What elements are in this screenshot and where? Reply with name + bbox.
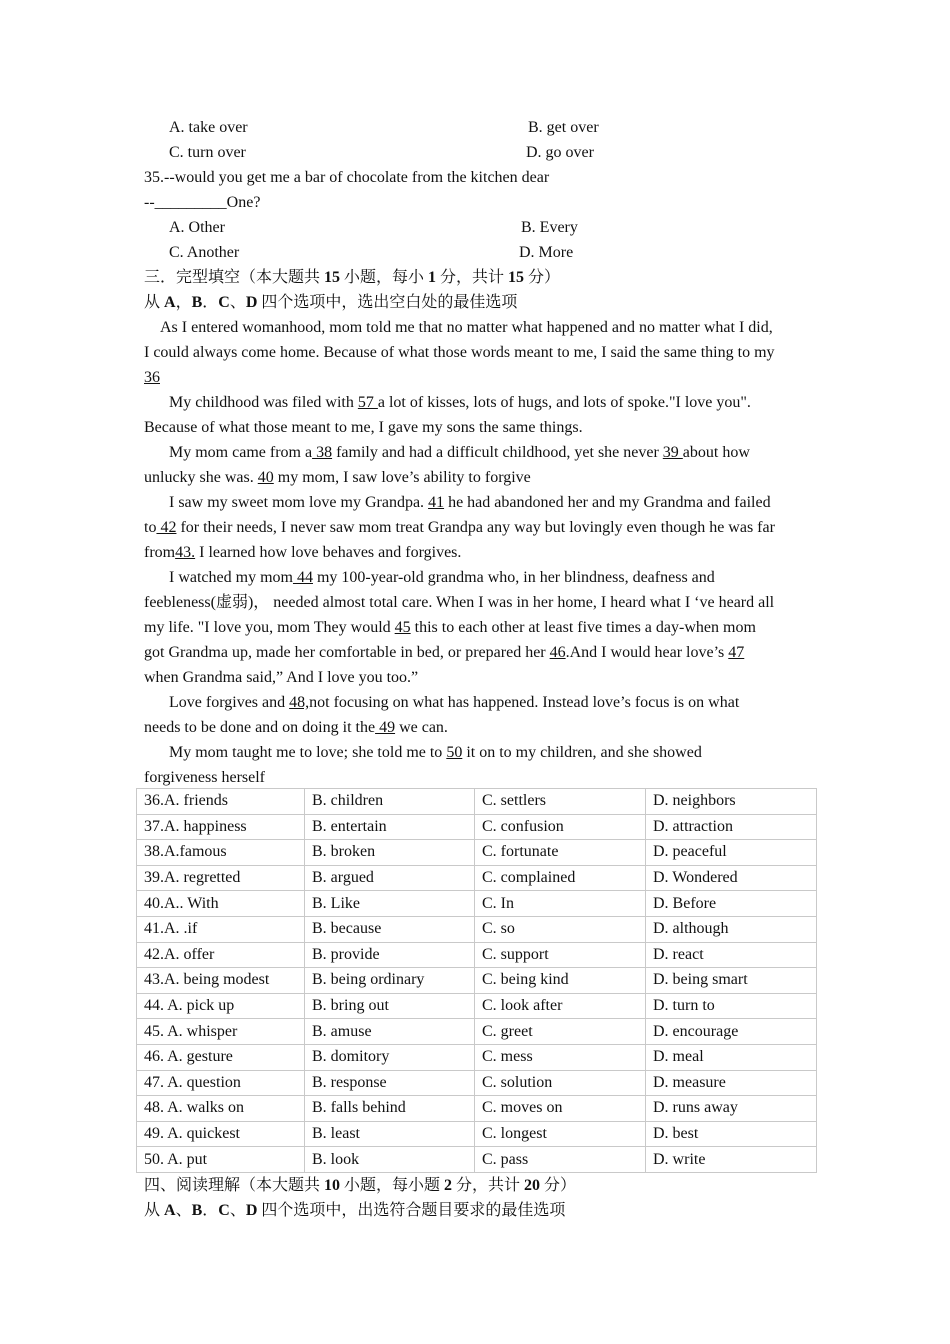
option-cell: D. although: [646, 916, 817, 942]
option-cell: C. In: [475, 891, 646, 917]
table-row: [137, 840, 817, 866]
option-cell: 42.A. offer: [137, 942, 305, 968]
text-run: a lot of kisses, lots of hugs, and lots of spoke."I love you".: [377, 394, 751, 411]
option-cell: D. Wondered: [646, 865, 817, 891]
text-run: My mom taught me to love; she told me to: [169, 744, 447, 761]
passage-p3-line1: [169, 443, 750, 463]
option-cell: D. Before: [646, 891, 817, 917]
q35-option-a: A. Other: [169, 219, 225, 236]
option-cell: B. response: [305, 1070, 475, 1096]
option-cell: B. Like: [305, 891, 475, 917]
option-cell: D. being smart: [646, 968, 817, 994]
text-run: to: [144, 519, 157, 536]
option-cell: D. react: [646, 942, 817, 968]
blank-40: 40: [257, 469, 274, 486]
table-row: [137, 993, 817, 1019]
option-cell: C. so: [475, 916, 646, 942]
option-cell: C. moves on: [475, 1096, 646, 1122]
q35-option-d: D. More: [519, 244, 574, 261]
option-cell: C. confusion: [475, 814, 646, 840]
blank-48: 48,: [289, 694, 310, 711]
option-cell: C. greet: [475, 1019, 646, 1045]
section4-instruction: 从 A、B．C、D 四个选项中，出选符合题目要求的最佳选项: [144, 1202, 566, 1219]
q35-answer-tail: One?: [226, 194, 261, 211]
option-cell: D. neighbors: [646, 789, 817, 815]
blank-47: 47: [728, 644, 745, 661]
option-cell: 47. A. question: [137, 1070, 305, 1096]
option-cell: B. least: [305, 1121, 475, 1147]
passage-p5-line1: [169, 568, 715, 588]
option-cell: 37.A. happiness: [137, 814, 305, 840]
option-cell: D. turn to: [646, 993, 817, 1019]
blank-49: 49: [375, 719, 396, 736]
text-run: my mom, I saw love’s ability to forgive: [273, 469, 531, 486]
q35-answer-line: [144, 193, 260, 213]
option-cell: 43.A. being modest: [137, 968, 305, 994]
table-row: [137, 1096, 817, 1122]
table-row: [137, 814, 817, 840]
q35-stem: 35.--would you get me a bar of chocolate from the kitchen dear: [144, 169, 550, 186]
q35-blank: --_________: [144, 194, 227, 211]
option-cell: 46. A. gesture: [137, 1044, 305, 1070]
text-run: it on to my children, and she showed: [462, 744, 702, 761]
option-cell: 45. A. whisper: [137, 1019, 305, 1045]
option-cell: B. broken: [305, 840, 475, 866]
blank-43: 43.: [175, 544, 196, 561]
text-run: My mom came from a: [169, 444, 313, 461]
table-row: [137, 1044, 817, 1070]
option-cell: C. complained: [475, 865, 646, 891]
q34-option-d: D. go over: [526, 144, 594, 161]
option-cell: D. best: [646, 1121, 817, 1147]
passage-p5-line3: [144, 618, 756, 638]
option-cell: B. argued: [305, 865, 475, 891]
q34-option-c: C. turn over: [169, 144, 246, 161]
option-cell: C. longest: [475, 1121, 646, 1147]
blank-46: 46: [549, 644, 566, 661]
text-run: for their needs, I never saw mom treat Grandpa any way but lovingly even though he was far: [176, 519, 775, 536]
passage-p6-line2: [144, 718, 448, 738]
option-cell: 50. A. put: [137, 1147, 305, 1173]
passage-p3-line2: [144, 468, 531, 488]
text-run: my 100-year-old grandma who, in her blindness, deafness and: [312, 569, 715, 586]
option-cell: D. runs away: [646, 1096, 817, 1122]
text-run: I learned how love behaves and forgives.: [195, 544, 462, 561]
passage-p1-line2: I could always come home. Because of what those words meant to me, I said the same thing to my: [144, 344, 775, 361]
q34-option-a: A. take over: [169, 119, 248, 136]
passage-p7-line2: forgiveness herself: [144, 769, 265, 786]
passage-p4-line3: [144, 543, 461, 563]
option-cell: 38.A.famous: [137, 840, 305, 866]
blank-37: 57: [357, 394, 378, 411]
option-cell: B. bring out: [305, 993, 475, 1019]
option-cell: 48. A. walks on: [137, 1096, 305, 1122]
option-cell: 49. A. quickest: [137, 1121, 305, 1147]
passage-p2-line2: Because of what those meant to me, I gave my sons the same things.: [144, 419, 583, 436]
text-run: he had abandoned her and my Grandma and failed: [444, 494, 771, 511]
table-row: [137, 916, 817, 942]
text-run: I saw my sweet mom love my Grandpa.: [169, 494, 429, 511]
passage-p1-line3: [144, 368, 160, 388]
option-cell: C. being kind: [475, 968, 646, 994]
section3-heading: 三．完型填空（本大题共 15 小题，每小 1 分，共计 15 分）: [144, 269, 561, 286]
text-run: needs to be done and on doing it the: [144, 719, 376, 736]
option-cell: D. meal: [646, 1044, 817, 1070]
option-cell: B. falls behind: [305, 1096, 475, 1122]
section4-heading: 四、阅读理解（本大题共 10 小题，每小题 2 分，共计 20 分）: [144, 1177, 577, 1194]
blank-41: 41: [428, 494, 445, 511]
options-table-body: [137, 789, 817, 1173]
text-run: family and had a difficult childhood, yet she never: [332, 444, 663, 461]
q35-option-b: B. Every: [521, 219, 578, 236]
q35-option-c: C. Another: [169, 244, 240, 261]
option-cell: 40.A.. With: [137, 891, 305, 917]
blank-42: 42: [156, 519, 177, 536]
text-run: we can.: [395, 719, 448, 736]
text-run: about how: [682, 444, 750, 461]
passage-p4-line2: [144, 518, 775, 538]
option-cell: D. peaceful: [646, 840, 817, 866]
option-cell: D. measure: [646, 1070, 817, 1096]
option-cell: B. amuse: [305, 1019, 475, 1045]
text-run: not focusing on what has happened. Instead love’s focus is on what: [309, 694, 740, 711]
passage-p4-line1: [169, 493, 771, 513]
option-cell: 36.A. friends: [137, 789, 305, 815]
text-run: Love forgives and: [169, 694, 290, 711]
blank-39: 39: [662, 444, 683, 461]
option-cell: B. entertain: [305, 814, 475, 840]
section3-instruction: 从 A，B．C、D 四个选项中，选出空白处的最佳选项: [144, 294, 518, 311]
passage-p5-line2: feebleness(虚弱)， needed almost total care. When I was in her home, I heard what I ‘ve heard all: [144, 594, 775, 611]
option-cell: C. solution: [475, 1070, 646, 1096]
blank-36: 36: [144, 369, 160, 386]
passage-p2-line1: [169, 393, 751, 413]
blank-44: 44: [292, 569, 313, 586]
table-row: [137, 1121, 817, 1147]
option-cell: D. write: [646, 1147, 817, 1173]
text-run: My childhood was filed with: [169, 394, 358, 411]
text-run: from: [144, 544, 176, 561]
passage-p6-line1: [169, 693, 739, 713]
q34-option-b: B. get over: [528, 119, 599, 136]
passage-p7-line1: [169, 743, 702, 763]
option-cell: B. because: [305, 916, 475, 942]
text-run: .And I would hear love’s: [565, 644, 729, 661]
option-cell: 44. A. pick up: [137, 993, 305, 1019]
option-cell: B. look: [305, 1147, 475, 1173]
table-row: [137, 1070, 817, 1096]
option-cell: D. attraction: [646, 814, 817, 840]
text-run: this to each other at least five times a day-when mom: [410, 619, 756, 636]
option-cell: C. mess: [475, 1044, 646, 1070]
options-table: [136, 788, 817, 1173]
text-run: I watched my mom: [169, 569, 293, 586]
text-run: unlucky she was.: [144, 469, 258, 486]
option-cell: C. settlers: [475, 789, 646, 815]
table-row: [137, 968, 817, 994]
option-cell: 39.A. regretted: [137, 865, 305, 891]
option-cell: C. fortunate: [475, 840, 646, 866]
table-row: [137, 891, 817, 917]
passage-p1-line1: As I entered womanhood, mom told me that no matter what happened and no matter what I did,: [160, 319, 773, 336]
option-cell: C. support: [475, 942, 646, 968]
blank-45: 45: [394, 619, 411, 636]
option-cell: B. domitory: [305, 1044, 475, 1070]
table-row: [137, 942, 817, 968]
passage-p5-line5: when Grandma said,” And I love you too.”: [144, 669, 419, 686]
option-cell: 41.A. .if: [137, 916, 305, 942]
option-cell: B. provide: [305, 942, 475, 968]
text-run: got Grandma up, made her comfortable in bed, or prepared her: [144, 644, 550, 661]
option-cell: B. children: [305, 789, 475, 815]
table-row: [137, 789, 817, 815]
table-row: [137, 865, 817, 891]
passage-p5-line4: [144, 643, 744, 663]
option-cell: D. encourage: [646, 1019, 817, 1045]
text-run: my life. "I love you, mom They would: [144, 619, 395, 636]
option-cell: C. pass: [475, 1147, 646, 1173]
option-cell: C. look after: [475, 993, 646, 1019]
blank-38: 38: [312, 444, 333, 461]
option-cell: B. being ordinary: [305, 968, 475, 994]
blank-50: 50: [446, 744, 463, 761]
table-row: [137, 1147, 817, 1173]
table-row: [137, 1019, 817, 1045]
